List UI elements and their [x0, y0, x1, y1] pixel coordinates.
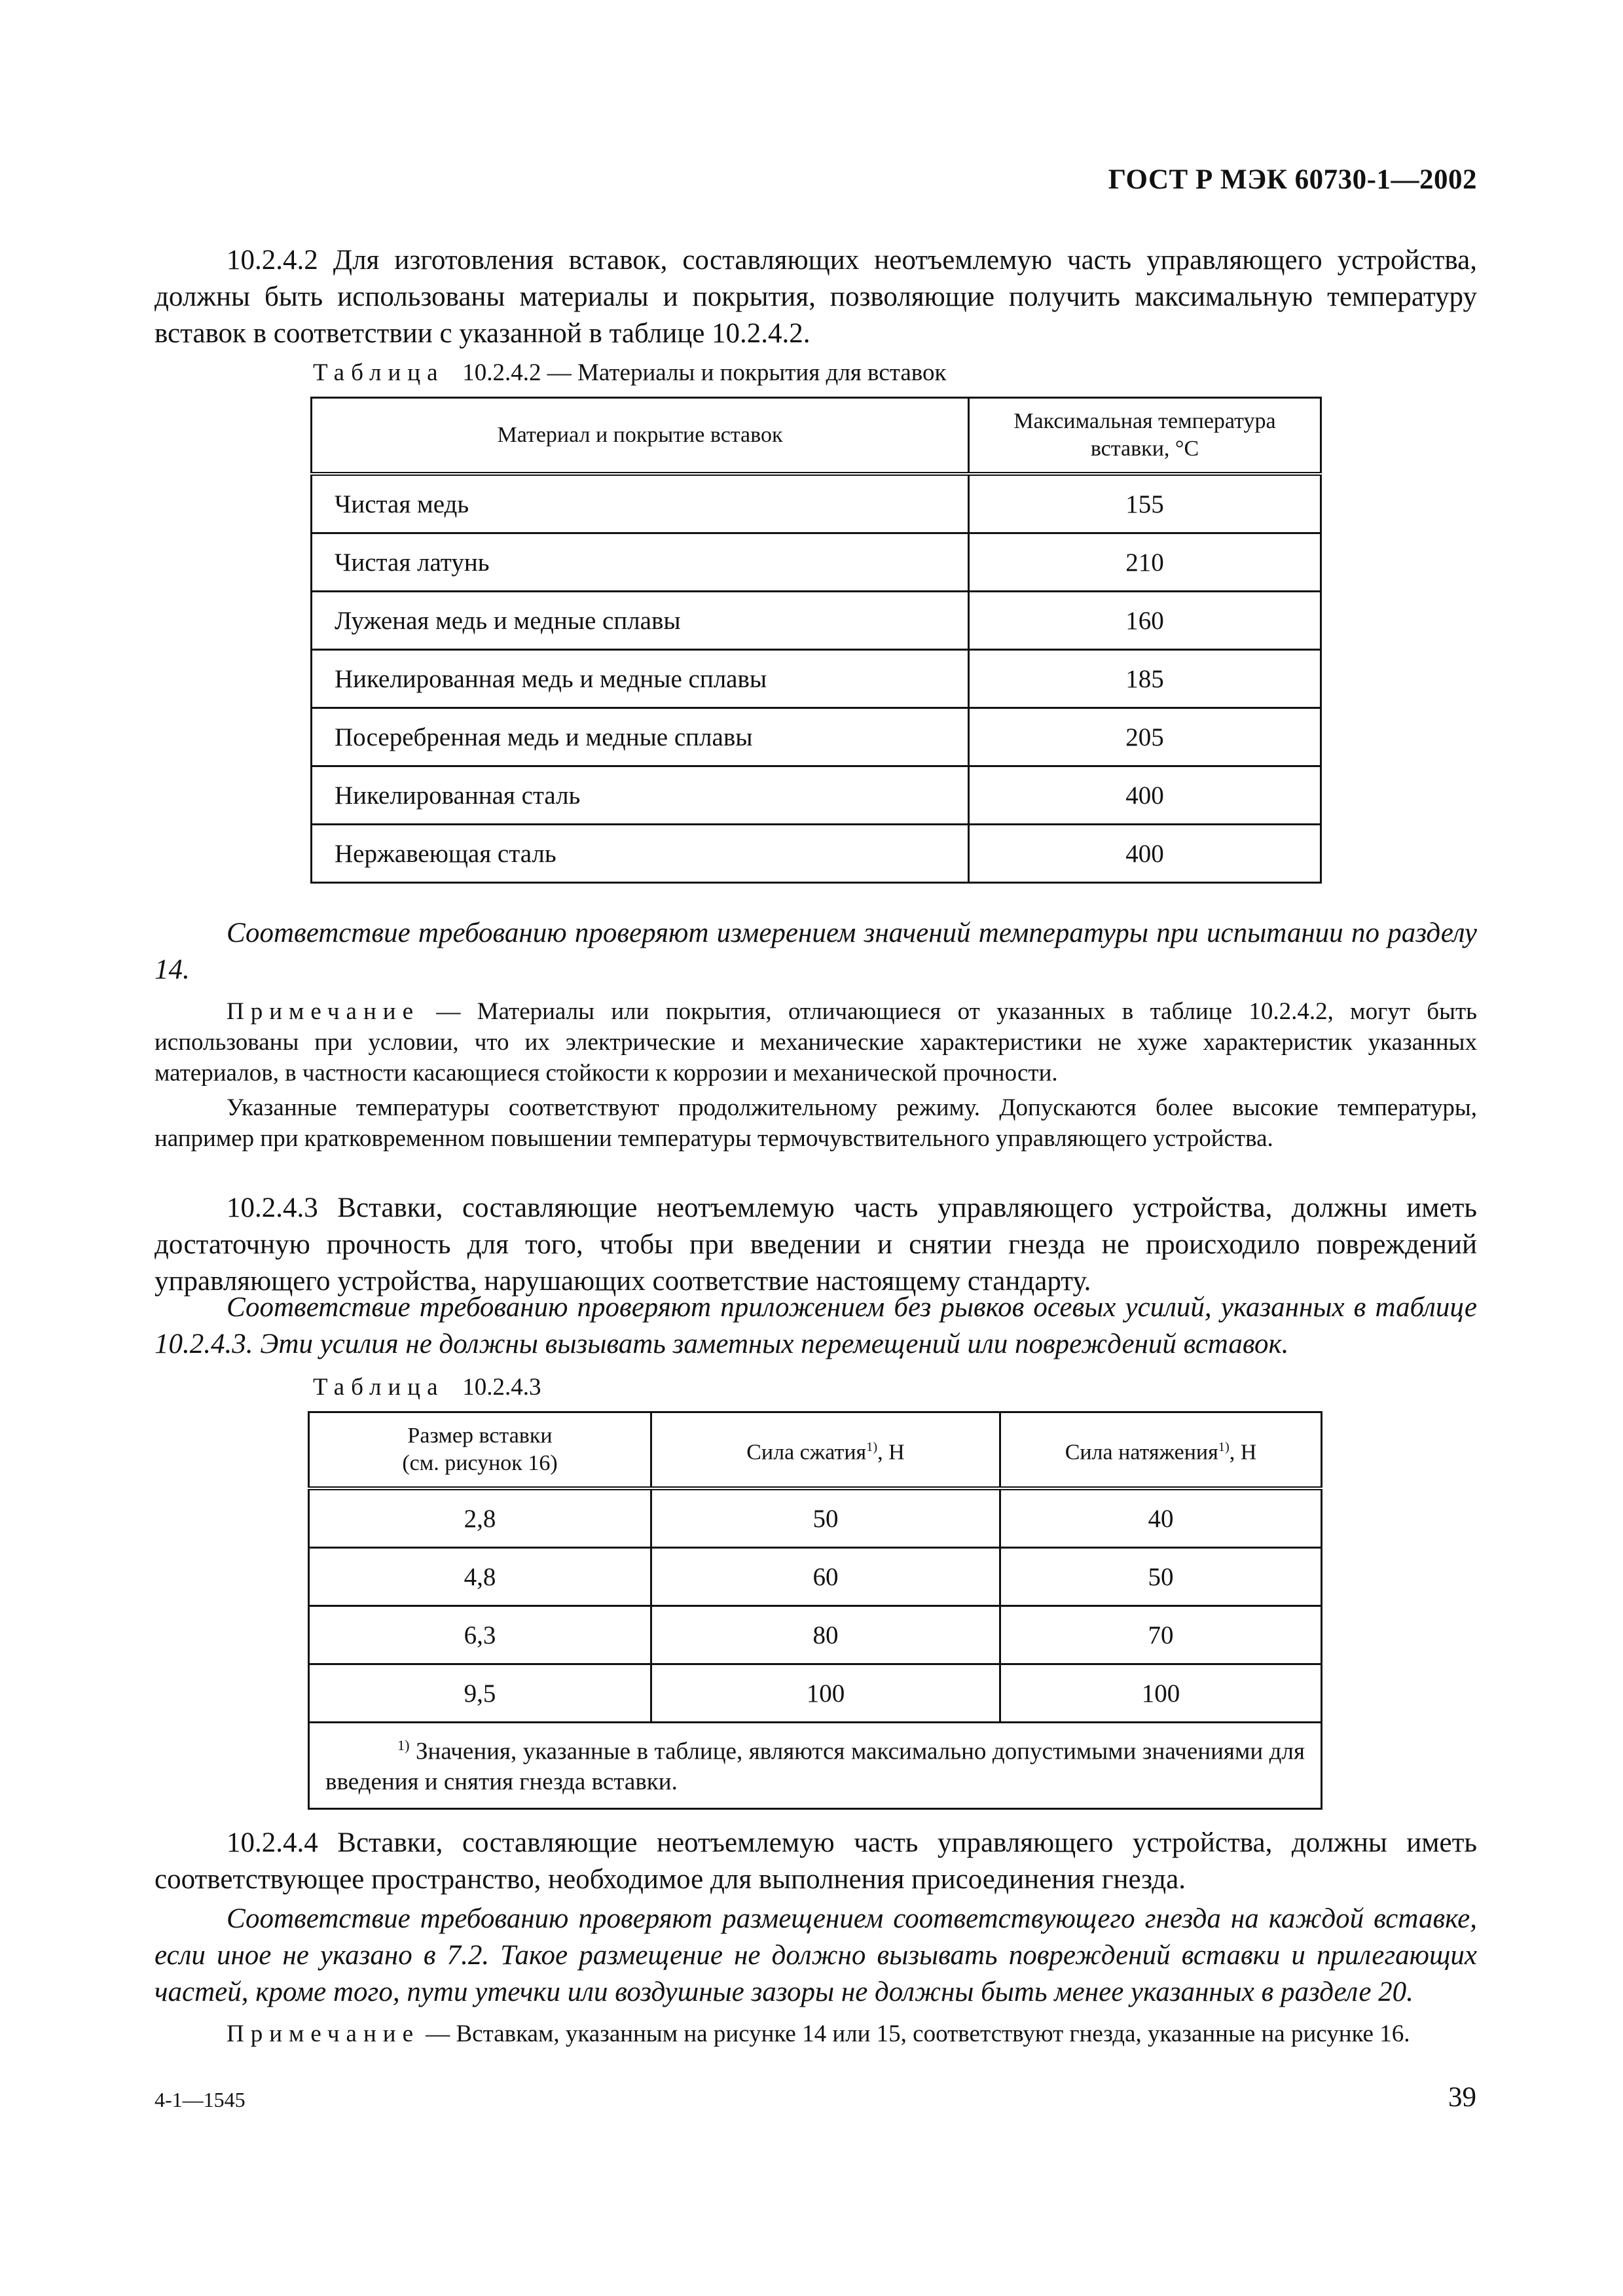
note-1 [155, 996, 1477, 1154]
table-row [312, 650, 1321, 708]
table-row [312, 474, 1321, 533]
note-1-second-paragraph: Указанные температуры соответствуют продолжительному режиму. Допускаются более высокие температуры, например при кратковременном повышении температуры термочувствительного управляющего устройства. [155, 1094, 1477, 1152]
table1-caption-word: Таблица [313, 359, 445, 386]
compression-cell: 60 [651, 1548, 1000, 1606]
material-cell: Чистая латунь [312, 533, 969, 592]
footnote-text: Значения, указанные в таблице, являются максимально допустимыми значениями для введения и снятия гнезда вставки. [325, 1738, 1305, 1796]
note-2 [155, 2018, 1477, 2049]
footnote-mark: 1) [397, 1737, 410, 1753]
temp-cell: 400 [969, 766, 1321, 825]
size-cell: 4,8 [309, 1548, 651, 1606]
document-header: ГОСТ Р МЭК 60730-1—2002 [1108, 164, 1477, 195]
note-2-text: — Вставкам, указанным на рисунке 14 или 15, соответствуют гнезда, указанные на рисунке 16. [420, 2020, 1410, 2047]
material-cell: Посеребренная медь и медные сплавы [312, 708, 969, 766]
table-row [312, 766, 1321, 825]
table2-caption [313, 1373, 541, 1401]
table-row [309, 1548, 1322, 1606]
table-row [312, 592, 1321, 650]
compliance-check-2: Соответствие требованию проверяют приложением без рывков осевых усилий, указанных в таблице 10.2.4.3. Эти усилия не должны вызывать заметных перемещений или повреждений вставок. [155, 1292, 1477, 1359]
temp-cell: 155 [969, 474, 1321, 533]
table-row [312, 825, 1321, 883]
footnote-mark: 1) [1218, 1439, 1230, 1454]
header-compression-unit: , Н [877, 1440, 905, 1465]
material-cell: Никелированная медь и медные сплавы [312, 650, 969, 708]
header-temp-line1: Максимальная температура [1013, 409, 1276, 433]
table-footnote-text [325, 1730, 1305, 1797]
size-cell: 2,8 [309, 1488, 651, 1548]
header-size-line1: Размер вставки [407, 1424, 553, 1448]
tension-cell: 100 [1000, 1664, 1322, 1723]
compliance-check-1: Соответствие требованию проверяют измерением значений температуры при испытании по разделу 14. [155, 918, 1477, 985]
tension-cell: 50 [1000, 1548, 1322, 1606]
note-1-label: Примечание [227, 998, 420, 1025]
header-insert-size [309, 1412, 651, 1489]
table1-caption-text: 10.2.4.2 — Материалы и покрытия для вставок [462, 359, 947, 386]
table-row [309, 1606, 1322, 1664]
footer-print-code: 4-1—1545 [155, 2088, 246, 2111]
insert-force-table [308, 1411, 1322, 1810]
note-1-text: — Материалы или покрытия, отличающиеся от указанных в таблице 10.2.4.2, могут быть использованы при условии, что их электрические и механические характеристики не хуже характеристик указанных материалов, в частности касающиеся стойкости к коррозии и механической прочности. [155, 998, 1477, 1086]
note-2-label: Примечание [227, 2020, 420, 2047]
header-tension-force [1000, 1412, 1322, 1489]
table-row [309, 1488, 1322, 1548]
temp-cell: 205 [969, 708, 1321, 766]
note-1-first-paragraph [155, 996, 1477, 1088]
table1-caption [313, 359, 946, 387]
materials-table [310, 397, 1322, 884]
header-compression-label: Сила сжатия [746, 1440, 867, 1465]
table-row [312, 533, 1321, 592]
material-cell: Никелированная сталь [312, 766, 969, 825]
table-header-row [312, 398, 1321, 475]
header-size-line2: (см. рисунок 16) [402, 1451, 558, 1475]
table2-caption-word: Таблица [313, 1374, 445, 1401]
temp-cell: 160 [969, 592, 1321, 650]
material-cell: Чистая медь [312, 474, 969, 533]
temp-cell: 185 [969, 650, 1321, 708]
temp-cell: 210 [969, 533, 1321, 592]
clause-10-2-4-3: 10.2.4.3 Вставки, составляющие неотъемлемую часть управляющего устройства, должны иметь достаточную прочность для того, чтобы при введении и снятии гнезда не происходило повреждений управляющего устройства, нарушающих соответствие настоящему стандарту. [155, 1193, 1477, 1297]
compression-cell: 50 [651, 1488, 1000, 1548]
header-compression-force [651, 1412, 1000, 1489]
table-footnote [309, 1723, 1322, 1809]
header-temp-line2: вставки, °С [1090, 437, 1199, 461]
note-2-paragraph [155, 2018, 1477, 2049]
material-cell: Луженая медь и медные сплавы [312, 592, 969, 650]
size-cell: 9,5 [309, 1664, 651, 1723]
header-material-label: Материал и покрытие вставок [497, 423, 783, 447]
clause-10-2-4-2: 10.2.4.2 Для изготовления вставок, составляющих неотъемлемую часть управляющего устройства, должны быть использованы материалы и покрытия, позволяющие получить максимальную температуру вставок в соответствии с указанной в таблице 10.2.4.2. [155, 245, 1477, 349]
header-material [312, 398, 969, 475]
footnote-mark: 1) [866, 1439, 878, 1454]
table-footnote-row [309, 1723, 1322, 1809]
compression-cell: 80 [651, 1606, 1000, 1664]
compression-cell: 100 [651, 1664, 1000, 1723]
temp-cell: 400 [969, 825, 1321, 883]
page-number: 39 [1448, 2082, 1476, 2113]
header-tension-label: Сила натяжения [1065, 1440, 1218, 1465]
header-max-temp [969, 398, 1321, 475]
table2-caption-text: 10.2.4.3 [462, 1374, 541, 1401]
tension-cell: 40 [1000, 1488, 1322, 1548]
tension-cell: 70 [1000, 1606, 1322, 1664]
material-cell: Нержавеющая сталь [312, 825, 969, 883]
compliance-check-3: Соответствие требованию проверяют размещением соответствующего гнезда на каждой вставке, если иное не указано в 7.2. Такое размещение не должно вызывать повреждений вставки и прилегающих частей, кроме того, пути утечки или воздушные зазоры не должны быть менее указанных в разделе 20. [155, 1903, 1477, 2007]
size-cell: 6,3 [309, 1606, 651, 1664]
table-row [309, 1664, 1322, 1723]
table-row [312, 708, 1321, 766]
table-header-row [309, 1412, 1322, 1489]
header-tension-unit: , Н [1229, 1440, 1257, 1465]
clause-10-2-4-4: 10.2.4.4 Вставки, составляющие неотъемлемую часть управляющего устройства, должны иметь соответствующее пространство, необходимое для выполнения присоединения гнезда. [155, 1827, 1477, 1895]
